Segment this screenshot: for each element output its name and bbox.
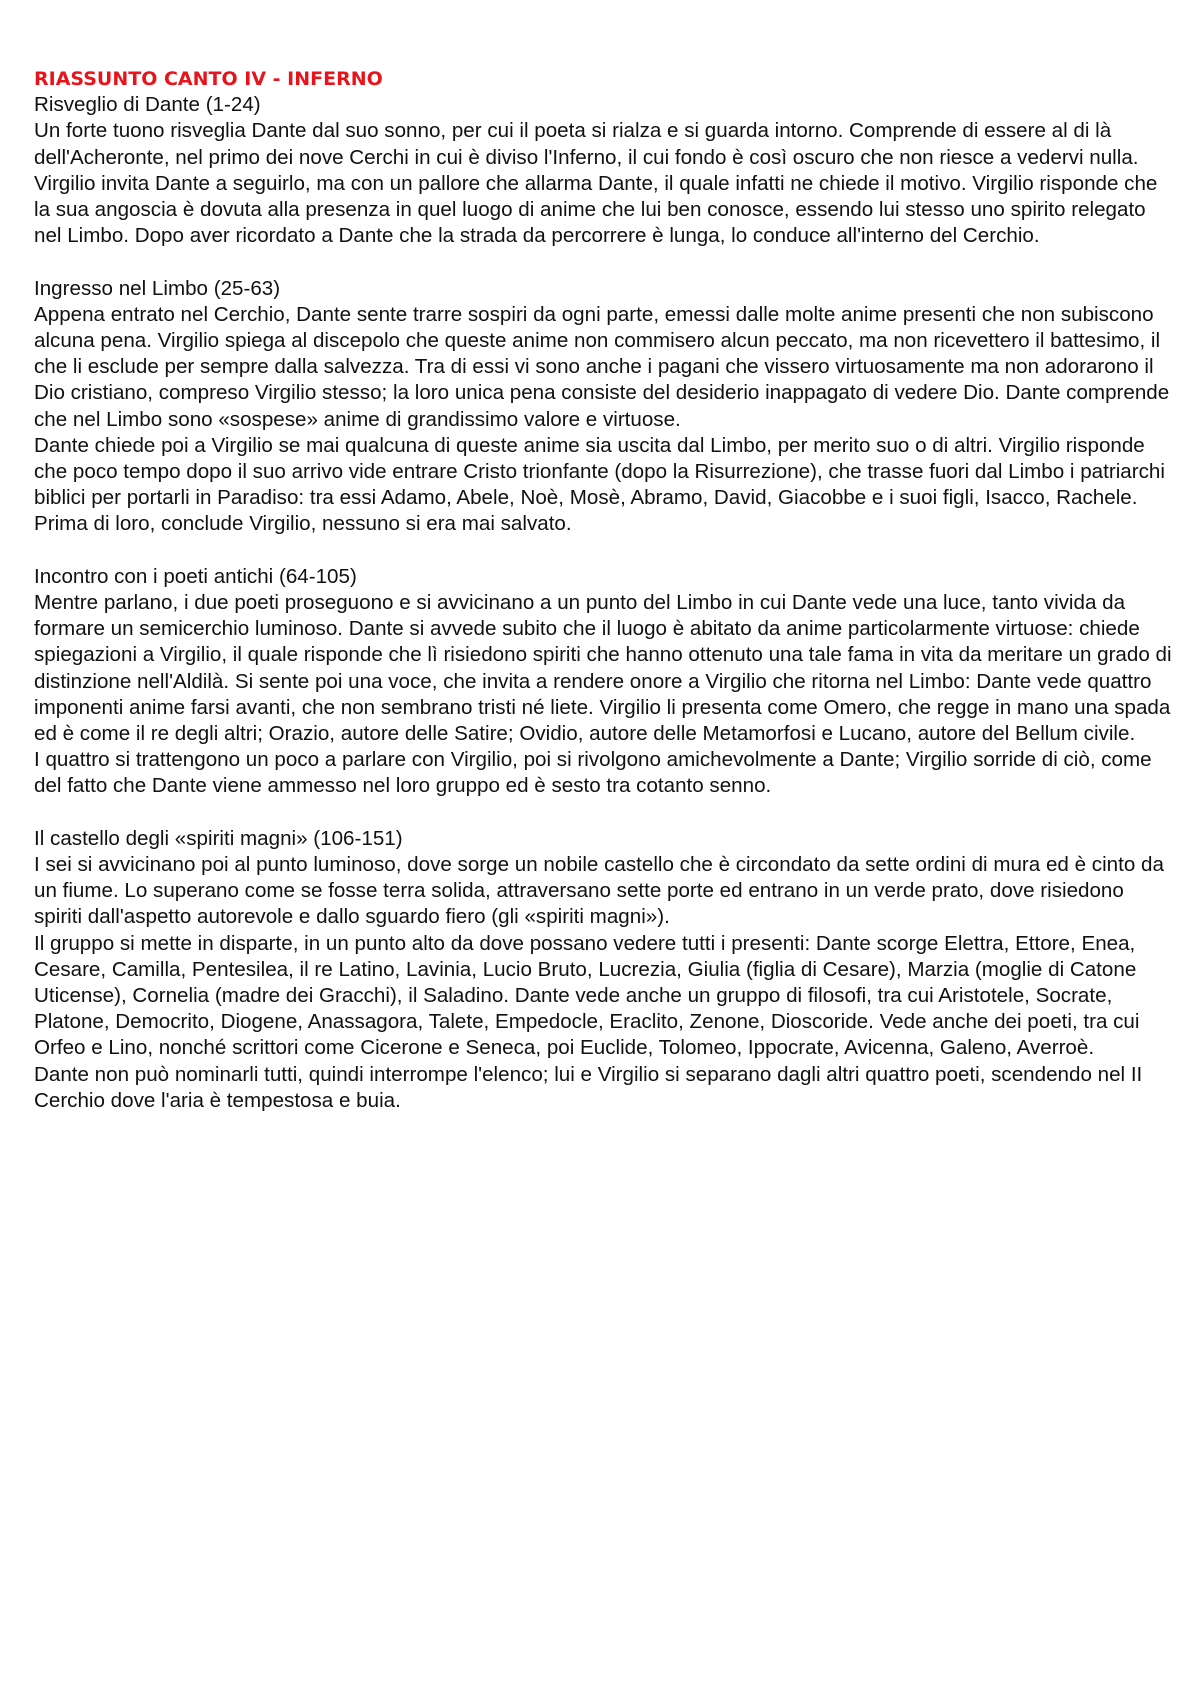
document-page [34, 66, 1174, 1114]
section-heading: Ingresso nel Limbo (25-63) [34, 276, 281, 300]
section-paragraph: Dante non può nominarli tutti, quindi interrompe l'elenco; lui e Virgilio si separano dagli altri quattro poeti, scendendo nel II Cerchio dove l'aria è tempestosa e buia. [34, 1062, 1143, 1112]
section-paragraph: Mentre parlano, i due poeti proseguono e si avvicinano a un punto del Limbo in cui Dante vede una luce, tanto vivida da formare un semicerchio luminoso. Dante si avvede subito che il luogo è abitato da anime particolarmente virtuose: chiede spiegazioni a Virgilio, il quale risponde che lì risiedono spiriti che hanno ottenuto una tale fama in vita da meritare un grado di distinzione nell'Aldilà. Si sente poi una voce, che invita a rendere onore a Virgilio che ritorna nel Limbo: Dante vede quattro imponenti anime farsi avanti, che non sembrano tristi né liete. Virgilio li presenta come Omero, che regge in mano una spada ed è come il re degli altri; Orazio, autore delle Satire; Ovidio, autore delle Metamorfosi e Lucano, autore del Bellum civile. [34, 591, 1172, 746]
section-heading: Il castello degli «spiriti magni» (106-151) [34, 826, 403, 850]
section-paragraph: Appena entrato nel Cerchio, Dante sente trarre sospiri da ogni parte, emessi dalle molte anime presenti che non subiscono alcuna pena. Virgilio spiega al discepolo che queste anime non commisero alcun peccato, ma non ricevettero il battesimo, il che li esclude per sempre dalla salvezza. Tra di essi vi sono anche i pagani che vissero virtuosamente ma non adorarono il Dio cristiano, compreso Virgilio stesso; la loro unica pena consiste del desiderio inappagato di vedere Dio. Dante comprende che nel Limbo sono «sospese» anime di grandissimo valore e virtuose. [34, 302, 1170, 431]
section-risveglio [34, 92, 1174, 249]
section-heading: Risveglio di Dante (1-24) [34, 93, 261, 117]
section-poeti-antichi [34, 564, 1174, 800]
section-paragraph: Un forte tuono risveglia Dante dal suo sonno, per cui il poeta si rialza e si guarda intorno. Comprende di essere al di là dell'Acheronte, nel primo dei nove Cerchi in cui è diviso l'Inferno, il cui fondo è così oscuro che non riesce a vedervi nulla. Virgilio invita Dante a seguirlo, ma con un pallore che allarma Dante, il quale infatti ne chiede il motivo. Virgilio risponde che la sua angoscia è dovuta alla presenza in quel luogo di anime che lui ben conosce, essendo lui stesso uno spirito relegato nel Limbo. Dopo aver ricordato a Dante che la strada da percorrere è lunga, lo conduce all'interno del Cerchio. [34, 119, 1158, 248]
section-paragraph: I quattro si trattengono un poco a parlare con Virgilio, poi si rivolgono amichevolmente a Dante; Virgilio sorride di ciò, come del fatto che Dante viene ammesso nel loro gruppo ed è sesto tra cotanto senno. [34, 748, 1152, 798]
section-paragraph: I sei si avvicinano poi al punto luminoso, dove sorge un nobile castello che è circondato da sette ordini di mura ed è cinto da un fiume. Lo superano come se fosse terra solida, attraversano sette porte ed entrano in un verde prato, dove risiedono spiriti dall'aspetto autorevole e dallo sguardo fiero (gli «spiriti magni»). [34, 853, 1164, 929]
section-heading: Incontro con i poeti antichi (64-105) [34, 564, 357, 588]
section-castello [34, 826, 1174, 1114]
document-title: RIASSUNTO CANTO IV - INFERNO [34, 68, 383, 90]
section-ingresso-limbo [34, 276, 1174, 538]
section-paragraph: Il gruppo si mette in disparte, in un punto alto da dove possano vedere tutti i presenti: Dante scorge Elettra, Ettore, Enea, Cesare, Camilla, Pentesilea, il re Latino, Lavinia, Lucio Bruto, Lucrezia, Giulia (figlia di Cesare), Marzia (moglie di Catone Uticense), Cornelia (madre dei Gracchi), il Saladino. Dante vede anche un gruppo di filosofi, tra cui Aristotele, Socrate, Platone, Democrito, Diogene, Anassagora, Talete, Empedocle, Eraclito, Zenone, Dioscoride. Vede anche dei poeti, tra cui Orfeo e Lino, nonché scrittori come Cicerone e Seneca, poi Euclide, Tolomeo, Ippocrate, Avicenna, Galeno, Averroè. [34, 931, 1140, 1060]
section-paragraph: Dante chiede poi a Virgilio se mai qualcuna di queste anime sia uscita dal Limbo, per merito suo o di altri. Virgilio risponde che poco tempo dopo il suo arrivo vide entrare Cristo trionfante (dopo la Risurrezione), che trasse fuori dal Limbo i patriarchi biblici per portarli in Paradiso: tra essi Adamo, Abele, Noè, Mosè, Abramo, David, Giacobbe e i suoi figli, Isacco, Rachele. Prima di loro, conclude Virgilio, nessuno si era mai salvato. [34, 433, 1165, 536]
